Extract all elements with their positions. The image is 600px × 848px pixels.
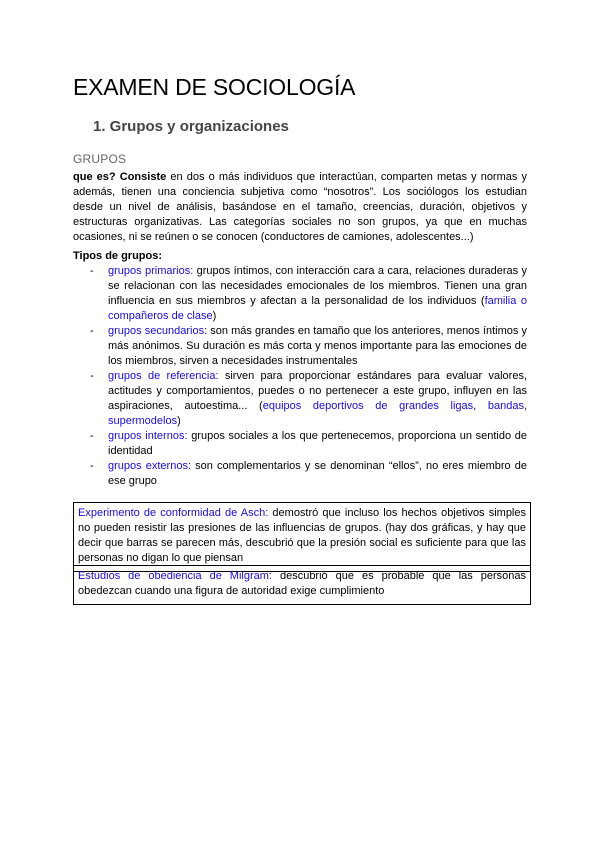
box-text: descubrió que es probable que las personas obedezcan cuando una figura de autoridad exige cumplimiento bbox=[78, 570, 527, 597]
term-description: son complementarios y se denominan “ellos”, no eres miembro de ese grupo bbox=[108, 460, 528, 487]
term-tail: ) bbox=[177, 415, 181, 427]
types-heading: Tipos de grupos: bbox=[73, 250, 163, 262]
bullet-dash: - bbox=[90, 460, 94, 472]
bullet-dash: - bbox=[90, 370, 94, 382]
bullet-dash: - bbox=[90, 265, 94, 277]
term-link: grupos de referencia: bbox=[108, 370, 219, 382]
list-item bbox=[73, 459, 527, 489]
bullet-dash: - bbox=[90, 325, 94, 337]
box-term: Experimento de conformidad de Asch: bbox=[78, 507, 269, 519]
milgram-study-box bbox=[73, 565, 531, 605]
term-link: grupos primarios: bbox=[108, 265, 194, 277]
types-list bbox=[73, 264, 527, 489]
section-subtitle: 1. Grupos y organizaciones bbox=[93, 118, 289, 135]
term-description: grupos sociales a los que pertenecemos, proporciona un sentido de identidad bbox=[108, 430, 528, 457]
term-link: grupos secundarios: bbox=[108, 325, 208, 337]
bullet-dash: - bbox=[90, 430, 94, 442]
box-text: demostró que incluso los hechos objetivos simples no pueden resistir las presiones de las influencias de grupos. (hay dos gráficas, y hay que decir que barras se parecen más, descubrió que la presión social es suficiente para que las personas no digan lo que piensan bbox=[78, 507, 526, 564]
example-link: familia o compañeros de clase bbox=[108, 295, 527, 322]
intro-lead: que es? Consiste bbox=[73, 171, 167, 183]
list-item bbox=[73, 369, 527, 429]
term-link: grupos internos: bbox=[108, 430, 188, 442]
list-item bbox=[73, 264, 527, 324]
intro-text: en dos o más individuos que interactúan, comparten metas y normas y además, tienen una conciencia subjetiva como “nosotros”. Los sociólogos los estudian desde un nivel de análisis, basándose en el tamaño, creencias, duración, objetivos y estructuras organizativas. Las categorías sociales no son grupos, ya que en muchas ocasiones, ni se reúnen o se conocen (conductores de camiones, adolescentes...) bbox=[73, 171, 528, 243]
page-title: EXAMEN DE SOCIOLOGÍA bbox=[73, 74, 356, 100]
list-item bbox=[73, 324, 527, 369]
asch-experiment-box bbox=[73, 502, 531, 572]
term-description: son más grandes en tamaño que los anteriores, menos íntimos y más anónimos. Su duración es más corta y menos importante para las emociones de los miembros, sirven a necesidades instrumentales bbox=[108, 325, 527, 367]
section-label: GRUPOS bbox=[73, 152, 127, 166]
intro-paragraph bbox=[73, 170, 527, 245]
term-link: grupos externos: bbox=[108, 460, 192, 472]
example-link: equipos deportivos de grandes ligas, bandas, supermodelos bbox=[108, 400, 527, 427]
term-tail: ) bbox=[212, 310, 217, 322]
list-item bbox=[73, 429, 527, 459]
term-description: grupos íntimos, con interacción cara a cara, relaciones duraderas y se relacionan con las necesidades emocionales de los miembros. Tienen una gran influencia en sus miembros y afectan a la personalidad de los individuos ( bbox=[108, 265, 528, 307]
box-term: Estudios de obediencia de Milgram: bbox=[78, 570, 272, 582]
term-description: sirven para proporcionar estándares para evaluar valores, actitudes y comportamientos, puedes o no pertenecer a este grupo, influyen en las aspiraciones, autoestima... ( bbox=[108, 370, 528, 412]
